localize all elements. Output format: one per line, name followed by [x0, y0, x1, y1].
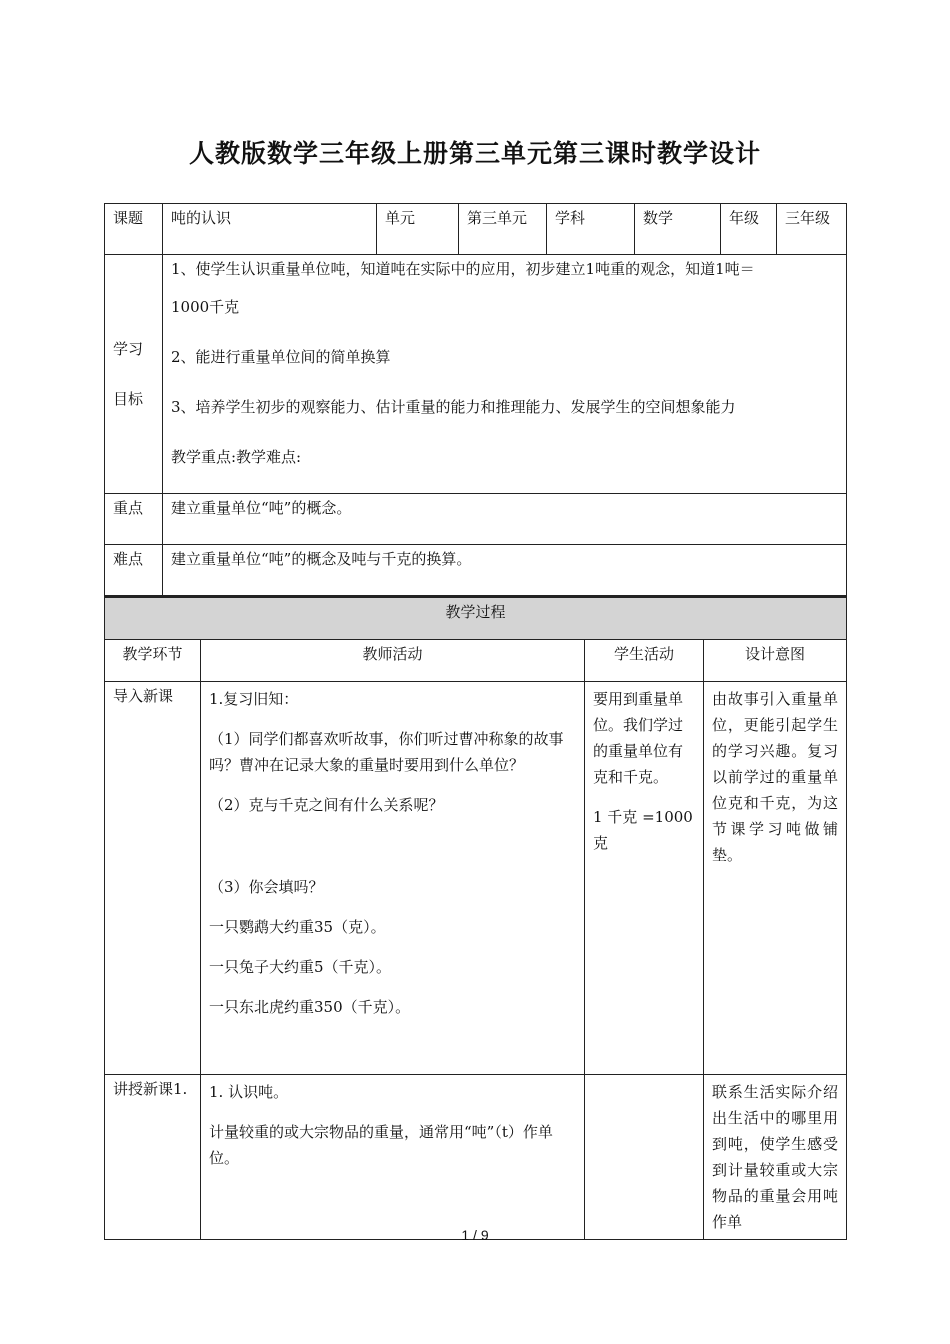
student-activity-new: [585, 1074, 704, 1239]
topic-label: 课题: [105, 204, 163, 255]
header-teacher: 教师活动: [201, 639, 585, 681]
objectives-label: 学习 目标: [105, 255, 163, 494]
unit-value: 第三单元: [459, 204, 547, 255]
objective-3: 3、培养学生初步的观察能力、估计重量的能力和推理能力、发展学生的空间想象能力: [171, 398, 736, 416]
teacher-activity-intro: 1.复习旧知： （1）同学们都喜欢听故事，你们听过曹冲称象的故事吗？曹冲在记录大象的重量时要用到什么单位？ （2）克与千克之间有什么关系呢？ （3）你会填吗？ 一只鹦鹉大约重35（克）。 一只兔子大约重5（千克）。 一只东北虎约重350（千克）。: [201, 681, 585, 1074]
objective-4: 教学重点:教学难点:: [171, 448, 302, 466]
student-activity-intro: 要用到重量单位。我们学过的重量单位有克和千克。 1 千克 =1000 克: [585, 681, 704, 1074]
stage-new-lesson: 讲授新课1.: [105, 1074, 201, 1239]
objective-2: 2、能进行重量单位间的简单换算: [171, 348, 391, 366]
grade-value: 三年级: [777, 204, 847, 255]
process-table: [104, 596, 847, 1240]
process-title: 教学过程: [105, 597, 847, 639]
page-number: 1 / 9: [461, 1227, 489, 1243]
objective-1a: 1、使学生认识重量单位吨，知道吨在实际中的应用，初步建立1吨重的观念，知道1吨＝: [171, 260, 755, 278]
topic-value: 吨的认识: [163, 204, 377, 255]
subject-value: 数学: [635, 204, 721, 255]
teacher-activity-new: 1. 认识吨。 计量较重的或大宗物品的重量，通常用“吨”（t）作单位。: [201, 1074, 585, 1239]
design-intent-intro: 由故事引入重量单位，更能引起学生的学习兴趣。复习以前学过的重量单位克和千克，为这节课学习吨做铺垫。: [704, 681, 847, 1074]
stage-intro: 导入新课: [105, 681, 201, 1074]
header-stage: 教学环节: [105, 639, 201, 681]
design-intent-new: 联系生活实际介绍出生活中的哪里用到吨，使学生感受到计量较重或大宗物品的重量会用吨作单: [704, 1074, 847, 1239]
grade-label: 年级: [721, 204, 777, 255]
subject-label: 学科: [547, 204, 635, 255]
header-design: 设计意图: [704, 639, 847, 681]
objectives-content: [163, 255, 847, 494]
key-point-text: 建立重量单位“吨”的概念。: [163, 494, 847, 545]
difficulty-label: 难点: [105, 545, 163, 596]
objective-1b: 1000千克: [171, 298, 240, 316]
header-student: 学生活动: [585, 639, 704, 681]
key-point-label: 重点: [105, 494, 163, 545]
info-table: [104, 203, 847, 596]
difficulty-text: 建立重量单位“吨”的概念及吨与千克的换算。: [163, 545, 847, 596]
unit-label: 单元: [377, 204, 459, 255]
page-title: 人教版数学三年级上册第三单元第三课时教学设计: [188, 139, 761, 168]
